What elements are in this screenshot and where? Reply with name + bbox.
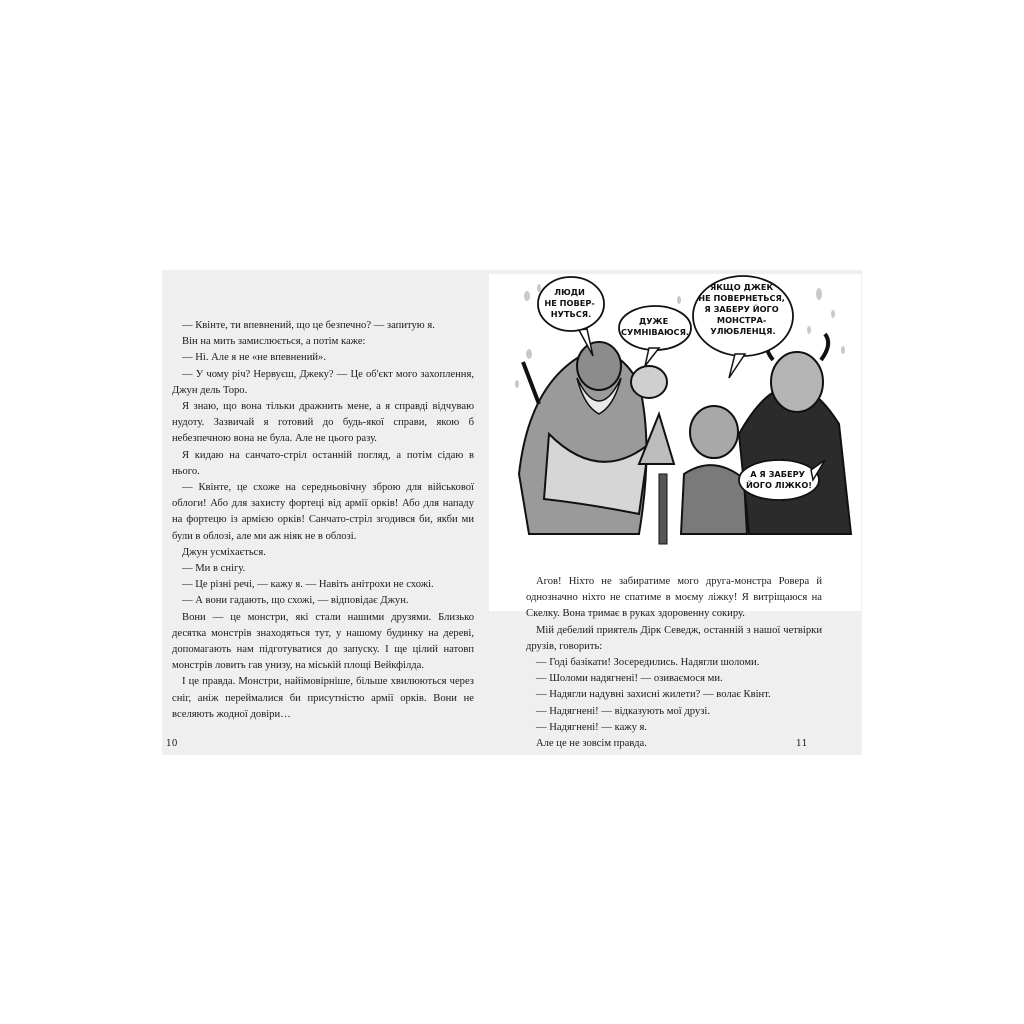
paragraph: — Надягнені! — кажу я. xyxy=(536,721,648,733)
paragraph: — Годі базікати! Зосередились. Надягли шоломи. xyxy=(536,657,760,669)
paragraph: Я кидаю на санчато-стріл останній погляд, а потім сідаю в нього. xyxy=(172,449,474,477)
comic-illustration xyxy=(489,274,861,611)
paragraph: — Це різні речі, — кажу я. — Навіть анітрохи не схожі. xyxy=(182,579,434,591)
paragraph: Мій дебелий приятель Дірк Севедж, останній з нашої четвірки друзів, говорить: xyxy=(526,624,822,652)
kid-with-helmet xyxy=(681,406,747,534)
paragraph: Джун усміхається. xyxy=(182,546,266,558)
paragraph: — Ми в снігу. xyxy=(182,563,246,575)
right-page-text xyxy=(526,574,822,752)
paragraph: — А вони гадають, що схожі, — відповідає Джун. xyxy=(182,595,409,607)
bubble-1-text: ЛЮДИ НЕ ПОВЕР- НУТЬСЯ. xyxy=(544,287,595,319)
speech-bubble-2 xyxy=(619,306,691,366)
orc-warrior xyxy=(519,342,649,534)
paragraph: — Квінте, ти впевнений, що це безпечно? — запитую я. xyxy=(182,320,435,331)
paragraph: І це правда. Монстри, найімовірніше, більше хвилюються через сніг, аніж переймалися би присутністю армії орків. Вони не вселяють жодної довіри… xyxy=(172,676,474,720)
paragraph: — Ні. Але я не «не впевнений». xyxy=(182,352,326,364)
page-number-left: 10 xyxy=(166,739,178,749)
paragraph: Агов! Ніхто не забиратиме мого друга-монстра Ровера й однозначно ніхто не спатиме в моєму ліжку! Я витріщаюся на Скелку. Вона тримає в руках здоровенну сокиру. xyxy=(526,576,822,620)
bubble-4-text: А Я ЗАБЕРУ ЙОГО ЛІЖКО! xyxy=(745,469,813,490)
paragraph: — У чому річ? Нервуєш, Джеку? — Це об'єкт мого захоплення, Джун дель Торо. xyxy=(172,368,474,396)
paragraph: — Надягли надувні захисні жилети? — волає Квінт. xyxy=(536,689,771,701)
bubble-3-text: ЯКЩО ДЖЕК НЕ ПОВЕРНЕТЬСЯ, Я ЗАБЕРУ ЙОГО МОНСТРА- УЛЮБЛЕНЦЯ. xyxy=(698,282,785,336)
paragraph: Я знаю, що вона тільки дражнить мене, а я справді відчуваю нудоту. Зазвичай я готовий до будь-якої справи, якою б небезпечною вона не була. Але не цього разу. xyxy=(172,401,474,445)
paragraph: — Надягнені! — відказують мої друзі. xyxy=(536,705,710,717)
paragraph: Вони — це монстри, які стали нашими друзями. Близько десятка монстрів знаходяться тут, у нашому будинку на дереві, допомагають нам підготуватися до запуску. І ще цілий натовп монстрів ловить гав унизу, на міській площі Вейкфілда. xyxy=(172,611,474,672)
paragraph: Але це не зовсім правда. xyxy=(536,738,647,750)
paragraph: — Квінте, це схоже на середньовічну зброю для військової облоги! Або для захисту фортеці від армії орків! Або для нападу на фортецю із армією орків! Санчато-стріл згодився би, якби ми були в облозі, але ми аж ніяк не в облозі. xyxy=(172,482,474,542)
paragraph: Він на мить замислюється, а потім каже: xyxy=(182,336,366,348)
page-number-right: 11 xyxy=(796,739,808,749)
bubble-2-text: ДУЖЕ СУМНІВАЮСЯ. xyxy=(621,316,689,337)
paragraph: — Шоломи надягнені! — озиваємося ми. xyxy=(536,673,723,685)
left-page-text xyxy=(172,318,474,723)
horned-monster xyxy=(739,334,851,534)
